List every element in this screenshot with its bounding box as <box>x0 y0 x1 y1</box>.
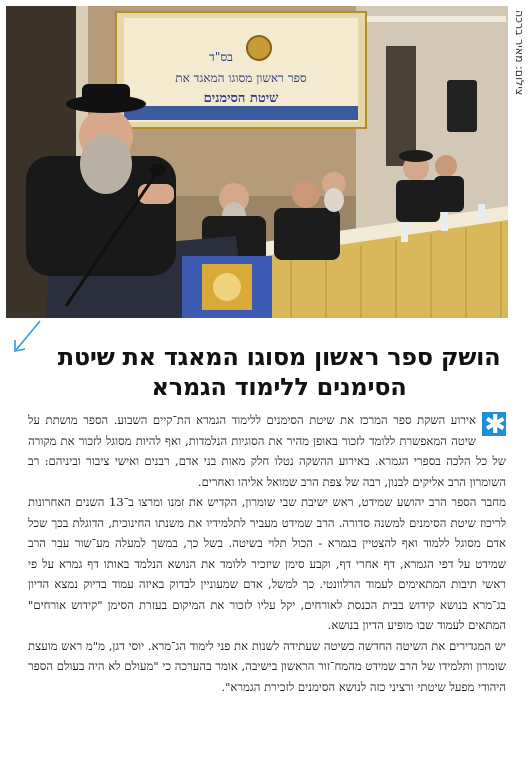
photo-credit: צילום: מאיר ברכה <box>513 10 526 96</box>
svg-text:ספר ראשון מסוגו המאגד את: ספר ראשון מסוגו המאגד את <box>175 71 307 85</box>
article-paragraph-1: אירוע השקת ספר המרכז את שיטת הסימנים ללימוד הגמרא הת־קיים השבוע. הספר מושתת על שיטה המאפשרת ללומד לזכור באופן מהיר את הסוגיות הנלמדות, ואף להיות מסוגל לזכור את מקורה של כל הלכה בספרי הגמרא. באירוע ההשקה נטלו חלק מאות בני אדם, רבנים ואישי ציבור וביניהם: רב השומרון הרב אליקים לבנון, רבה של צפת הרב שמואל אליהו ואחרים. <box>28 413 506 489</box>
arrow-icon <box>10 318 44 358</box>
svg-text:בס"ד: בס"ד <box>209 50 233 64</box>
event-photo <box>6 6 508 318</box>
article-paragraph-3: יש המגדירים את השיטה החדשה כשיטה שעתידה לשנות את פני לימוד הג־מרא. יוסי דגן, מ"מ ראש מועצת שומרון ותלמידו של הרב שמידט מהמח־זור הראשון בישיבה, אומר בהערכה כי "מעולם לא היה בעולם הספר היהודי מפעל שיטתי ורציני כזה לנושא הסימנים לזכירת הגמרא". <box>27 638 506 694</box>
headline-line-1: הושק ספר ראשון מסוגו המאגד את שיטת <box>57 343 501 371</box>
asterisk-icon: ✱ <box>482 412 506 436</box>
headline <box>40 342 518 402</box>
svg-text:שיטת הסימנים: שיטת הסימנים <box>203 91 279 106</box>
article-paragraph-2: מחבר הספר הרב יהושע שמידט, ראש ישיבת שבי שומרון, הקדיש את זמנו ומרצו ב־13 השנים האחרונות לריכוז שיטת הסימנים למשנה סדורה. הרב שמידט מעביר לתלמידיו את משנתו החינוכית, הדוגלת בכך שכל אדם מסוגל ללמוד ואף להצטיין בגמרא - הכול תלוי בשיטה. בשל כך, במשך למעלה מע־שור עבר הרב שמידט על דפי הגמרא, דף אחרי דף, וקבע סימן שיזכיר ללומד את הנושא הנלמד באותו דף גמרא על פי ראשי תיבות המתאימים לעמוד הרלוונטי. כך למשל, אדם שמעוניין לבדוק באיזה עמוד בדיוק נמצא הדיון בג־מרא בנושא קידוש בבית הכנסת לאורחים, יקל עליו לזכור את המיקום בעזרת הסימן "קידוש אורחים" המתאים לעמוד שבו מופיע הדיון בנושא. <box>28 495 506 632</box>
banner <box>116 12 366 128</box>
article-body <box>28 410 506 755</box>
headline-line-2: הסימנים ללימוד הגמרא <box>151 373 407 401</box>
